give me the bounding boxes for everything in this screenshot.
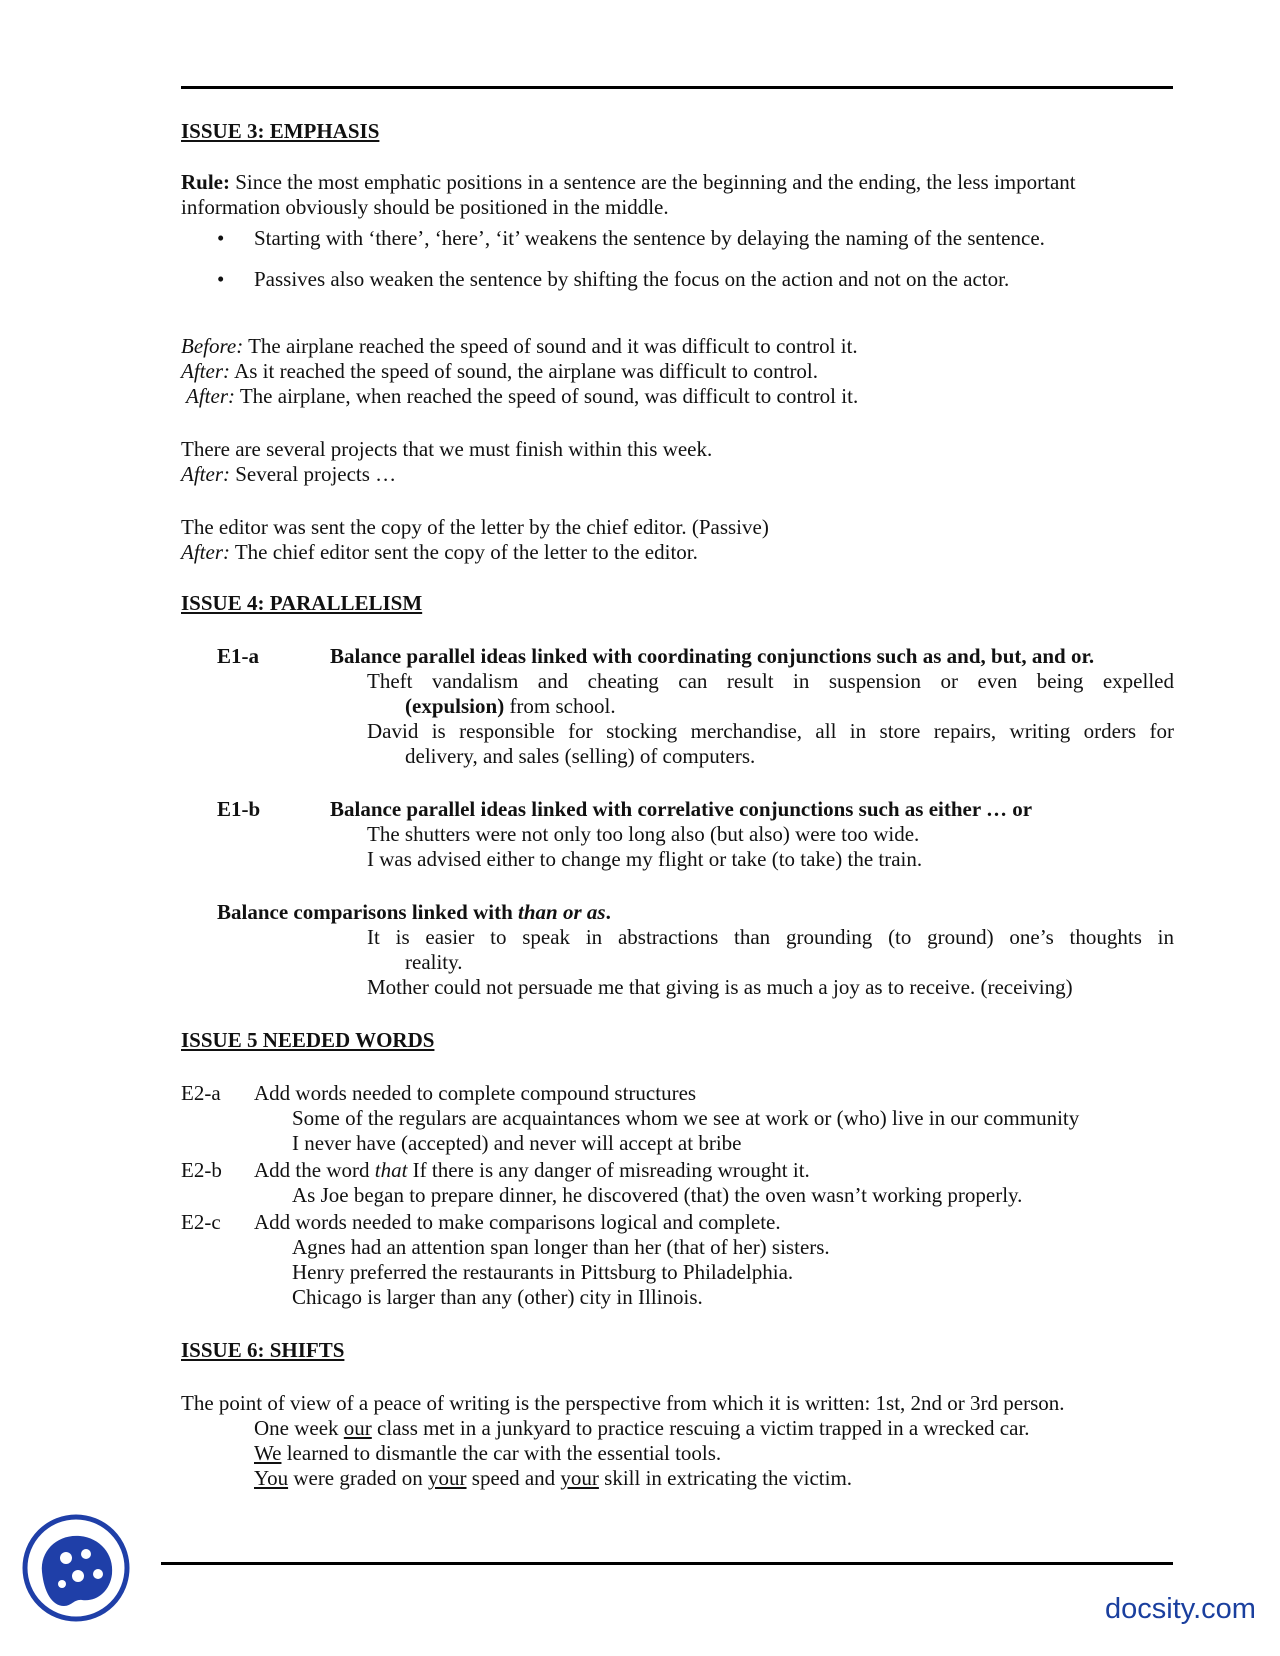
e1b-code: E1-b	[217, 797, 261, 821]
ex2-after-text: Several projects …	[235, 462, 397, 486]
shift-ex3-a: were graded on	[288, 1466, 429, 1490]
ex1-before-text: The airplane reached the speed of sound and it was difficult to control it.	[248, 334, 858, 358]
docsity-logo-icon	[22, 1514, 130, 1622]
e2b-title-c: If there is any danger of misreading wrought it.	[407, 1158, 810, 1182]
e2c-title: Add words needed to make comparisons logical and complete.	[254, 1210, 781, 1234]
e1a-code: E1-a	[217, 644, 259, 668]
issue3-bullet-2: Passives also weaken the sentence by shifting the focus on the action and not on the actor.	[254, 267, 1010, 291]
e1b-ex1: The shutters were not only too long also (but also) were too wide.	[367, 822, 920, 846]
shift-ex1-b: class met in a junkyard to practice rescuing a victim trapped in a wrecked car.	[371, 1416, 1030, 1440]
after-label: After:	[186, 384, 235, 408]
ex1-after-1-text: As it reached the speed of sound, the airplane was difficult to control.	[234, 359, 819, 383]
e2c-code: E2-c	[181, 1210, 221, 1234]
comparisons-title	[217, 899, 611, 925]
rule-text-1: Since the most emphatic positions in a sentence are the beginning and the ending, the less important	[235, 170, 1076, 194]
bottom-rule	[161, 1562, 1173, 1565]
e1a-ex1-line1: Theft vandalism and cheating can result in suspension or even being expelled	[367, 669, 1174, 693]
e1a-title: Balance parallel ideas linked with coordinating conjunctions such as and, but, and or.	[330, 644, 1095, 668]
issue3-rule-line1	[181, 169, 1076, 195]
issue3-heading: ISSUE 3: EMPHASIS	[181, 119, 380, 143]
after-label: After:	[181, 462, 230, 486]
rule-label: Rule:	[181, 170, 230, 194]
issue3-bullet-1: Starting with ‘there’, ‘here’, ‘it’ weakens the sentence by delaying the naming of the sentence.	[254, 226, 1045, 250]
e2b-title-italic: that	[374, 1158, 408, 1182]
e2b-title	[254, 1157, 810, 1183]
issue4-heading: ISSUE 4: PARALLELISM	[181, 591, 423, 615]
e1b-title: Balance parallel ideas linked with correlative conjunctions such as either … or	[330, 797, 1033, 821]
issue6-heading: ISSUE 6: SHIFTS	[181, 1338, 345, 1362]
comparisons-title-italic: than or as	[518, 900, 606, 924]
e2b-ex1: As Joe began to prepare dinner, he discovered (that) the oven wasn’t working properly.	[292, 1183, 1023, 1207]
e1a-ex1-rest: from school.	[504, 694, 616, 718]
e2a-ex1: Some of the regulars are acquaintances whom we see at work or (who) live in our community	[292, 1106, 1080, 1130]
shift-ex2-underlined: We	[254, 1441, 282, 1465]
issue5-heading: ISSUE 5 NEEDED WORDS	[181, 1028, 435, 1052]
ex3-after-text: The chief editor sent the copy of the letter to the editor.	[234, 540, 698, 564]
e1a-ex2-line2: delivery, and sales (selling) of computers.	[405, 744, 756, 768]
issue6-intro: The point of view of a peace of writing is the perspective from which it is written: 1st, 2nd or 3rd person.	[181, 1391, 1065, 1415]
e2a-ex2: I never have (accepted) and never will accept at bribe	[292, 1131, 742, 1155]
comp-ex1-line1: It is easier to speak in abstractions than grounding (to ground) one’s thoughts in	[367, 925, 1174, 949]
shift-ex3-underlined-3: your	[560, 1466, 599, 1490]
shift-ex3-underlined-1: You	[254, 1466, 289, 1490]
e2c-ex2: Henry preferred the restaurants in Pittsburg to Philadelphia.	[292, 1260, 794, 1284]
top-rule	[181, 86, 1173, 89]
e2b-code: E2-b	[181, 1158, 222, 1182]
ex2-before: There are several projects that we must finish within this week.	[181, 437, 713, 461]
docsity-brand-link[interactable]: docsity.com	[1105, 1593, 1256, 1625]
bullet-icon: •	[217, 226, 225, 250]
shift-ex3-c: skill in extricating the victim.	[598, 1466, 853, 1490]
bullet-icon: •	[217, 267, 225, 291]
comparisons-title-c: .	[605, 900, 611, 924]
ex3-after	[181, 539, 698, 565]
shift-ex3-underlined-2: your	[428, 1466, 467, 1490]
shift-ex1-a: One week	[254, 1416, 344, 1440]
ex3-before: The editor was sent the copy of the letter by the chief editor. (Passive)	[181, 515, 769, 539]
issue3-rule-line2: information obviously should be positioned in the middle.	[181, 195, 669, 219]
shift-ex3-b: speed and	[466, 1466, 561, 1490]
ex1-before	[181, 333, 858, 359]
comparisons-title-a: Balance comparisons linked with	[217, 900, 519, 924]
shift-ex2	[254, 1440, 721, 1466]
e2c-ex1: Agnes had an attention span longer than her (that of her) sisters.	[292, 1235, 830, 1259]
ex2-after	[181, 461, 396, 487]
after-label: After:	[181, 540, 230, 564]
e1b-ex2: I was advised either to change my flight or take (to take) the train.	[367, 847, 923, 871]
shift-ex1	[254, 1415, 1030, 1441]
comp-ex1-line2: reality.	[405, 950, 463, 974]
e1a-ex2-line1: David is responsible for stocking merchandise, all in store repairs, writing orders for	[367, 719, 1174, 743]
shift-ex2-b: learned to dismantle the car with the essential tools.	[281, 1441, 722, 1465]
e2a-code: E2-a	[181, 1081, 221, 1105]
after-label: After:	[181, 359, 230, 383]
e2a-title: Add words needed to complete compound structures	[254, 1081, 697, 1105]
before-label: Before:	[181, 334, 244, 358]
e1a-ex1-line2	[405, 693, 616, 719]
e1a-ex1-bold: (expulsion)	[405, 694, 505, 718]
ex1-after-2	[186, 383, 858, 409]
comp-ex2: Mother could not persuade me that giving is as much a joy as to receive. (receiving)	[367, 975, 1073, 999]
ex1-after-1	[181, 358, 818, 384]
e2c-ex3: Chicago is larger than any (other) city in Illinois.	[292, 1285, 703, 1309]
ex1-after-2-text: The airplane, when reached the speed of sound, was difficult to control it.	[239, 384, 859, 408]
e2b-title-a: Add the word	[254, 1158, 375, 1182]
shift-ex3	[254, 1465, 852, 1491]
shift-ex1-underlined: our	[343, 1416, 372, 1440]
